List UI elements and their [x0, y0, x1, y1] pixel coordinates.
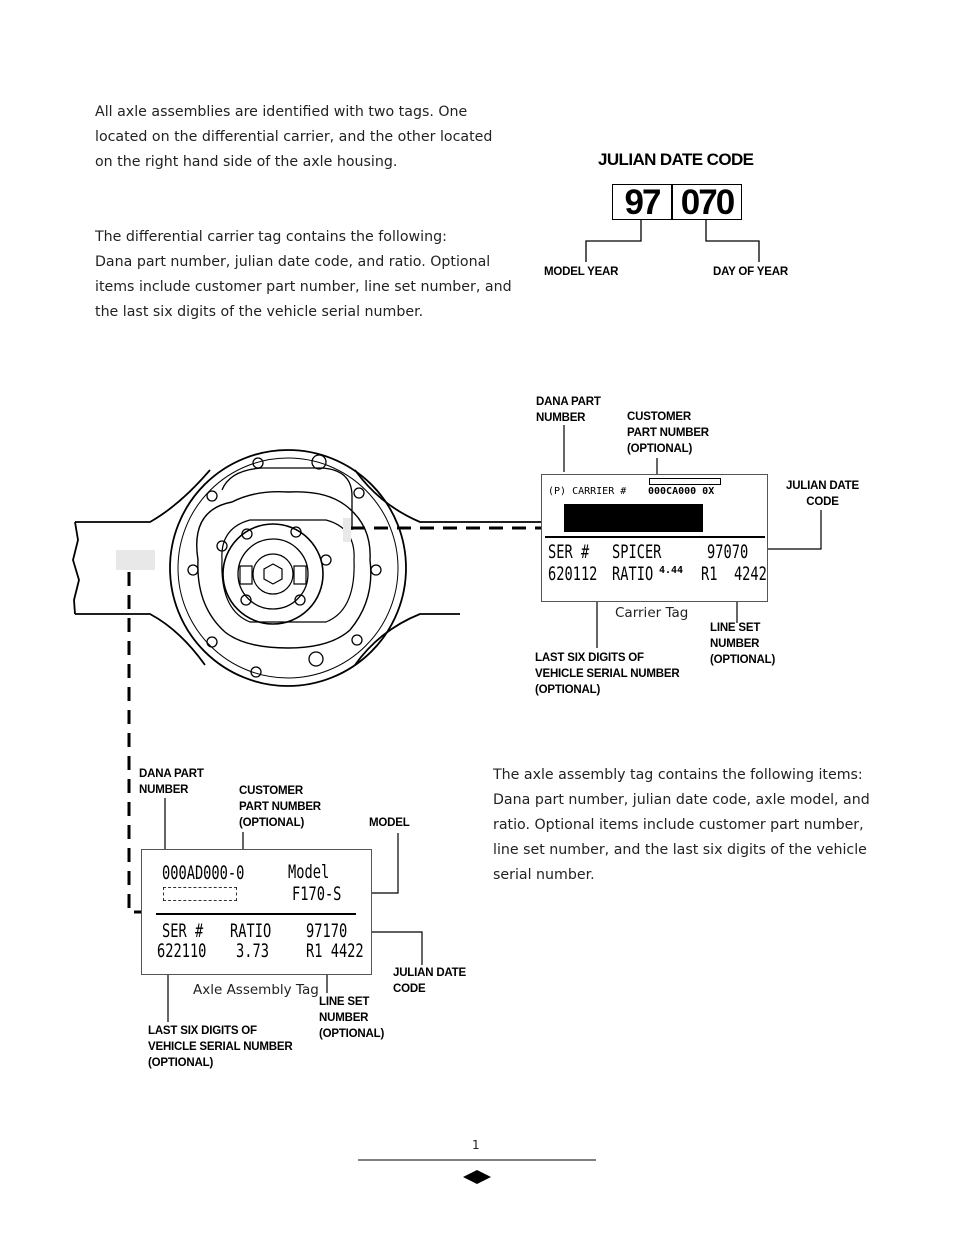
day-of-year-label: DAY OF YEAR: [713, 266, 788, 278]
carrier-ratio-label: RATIO: [612, 563, 654, 585]
axle-customer-part-label: CUSTOMER PART NUMBER (OPTIONAL): [239, 785, 321, 829]
carrier-tag-location: [343, 518, 351, 542]
text-line: located on the differential carrier, and the other located: [95, 129, 493, 145]
carrier-part-number: 000CA000 0X: [648, 486, 715, 497]
carrier-julian-label: JULIAN DATE CODE: [786, 480, 859, 508]
carrier-ser-label: SER #: [548, 541, 590, 563]
axle-julian-label: JULIAN DATE CODE: [393, 967, 466, 995]
axle-serial-label: LAST SIX DIGITS OF VEHICLE SERIAL NUMBER (OPTIONAL): [148, 1025, 293, 1069]
carrier-dana-part-label: DANA PART NUMBER: [536, 396, 601, 424]
text-line: ratio. Optional items include customer part number,: [493, 817, 864, 833]
text-line: on the right hand side of the axle housing.: [95, 154, 398, 170]
axle-tag-paragraph: [493, 763, 870, 888]
axle-ratio-label: RATIO: [230, 920, 272, 942]
axle-tag-rule: [156, 913, 356, 915]
julian-day: 070: [680, 183, 734, 222]
carrier-tag-rule: [545, 536, 765, 538]
text-line: The axle assembly tag contains the following items:: [493, 767, 863, 783]
carrier-brand: SPICER: [612, 541, 662, 563]
footer-diamond: [463, 1170, 491, 1184]
axle-customer-part-field: [163, 887, 237, 901]
axle-model-label: MODEL: [369, 817, 410, 829]
carrier-line-set: R1 4242: [701, 563, 767, 585]
axle-serial: 622110: [157, 940, 207, 962]
customer-part-field: [649, 478, 721, 485]
model-year-label: MODEL YEAR: [544, 266, 619, 278]
axle-line-set-label: LINE SET NUMBER (OPTIONAL): [319, 996, 385, 1040]
text-line: line set number, and the last six digits of the vehicle: [493, 842, 867, 858]
axle-assembly-tag: [141, 849, 372, 975]
axle-julian-date: 97170: [306, 920, 348, 942]
axle-line-set: R1 4422: [306, 940, 364, 962]
axle-model-word: Model: [288, 861, 330, 883]
carrier-tag-caption: Carrier Tag: [615, 605, 689, 621]
carrier-serial: 620112: [548, 563, 598, 585]
axle-part-number: 000AD000-0: [162, 862, 245, 884]
model-year-bracket: [586, 220, 641, 262]
axle-tag-caption: Axle Assembly Tag: [193, 982, 319, 998]
axle-ratio: 3.73: [236, 940, 269, 962]
page-number: 1: [472, 1138, 480, 1152]
text-line: serial number.: [493, 867, 595, 883]
text-line: Dana part number, julian date code, and ratio. Optional: [95, 254, 491, 270]
text-line: items include customer part number, line set number, and: [95, 279, 512, 295]
day-of-year-bracket: [706, 220, 759, 262]
axle-tag-location: [116, 550, 155, 570]
carrier-ratio: 4.44: [659, 565, 684, 576]
axle-model: F170-S: [292, 883, 342, 905]
housing-bolts: [188, 455, 381, 677]
carrier-line-set-label: LINE SET NUMBER (OPTIONAL): [710, 622, 776, 666]
text-line: All axle assemblies are identified with two tags. One: [95, 104, 468, 120]
carrier-julian-date: 97070: [707, 541, 749, 563]
carrier-customer-part-label: CUSTOMER PART NUMBER (OPTIONAL): [627, 411, 709, 455]
julian-title: JULIAN DATE CODE: [598, 150, 754, 169]
axle-ser-label: SER #: [162, 920, 204, 942]
axle-dana-part-label: DANA PART NUMBER: [139, 768, 204, 796]
text-line: the last six digits of the vehicle serial number.: [95, 304, 424, 320]
julian-year: 97: [624, 183, 660, 222]
carrier-tag: [541, 474, 768, 602]
text-line: The differential carrier tag contains the following:: [95, 229, 447, 245]
blacked-out-field: [564, 504, 703, 532]
carrier-serial-label: LAST SIX DIGITS OF VEHICLE SERIAL NUMBER (OPTIONAL): [535, 652, 680, 696]
text-line: Dana part number, julian date code, axle model, and: [493, 792, 870, 808]
carrier-tag-label: (P) CARRIER #: [548, 486, 627, 497]
